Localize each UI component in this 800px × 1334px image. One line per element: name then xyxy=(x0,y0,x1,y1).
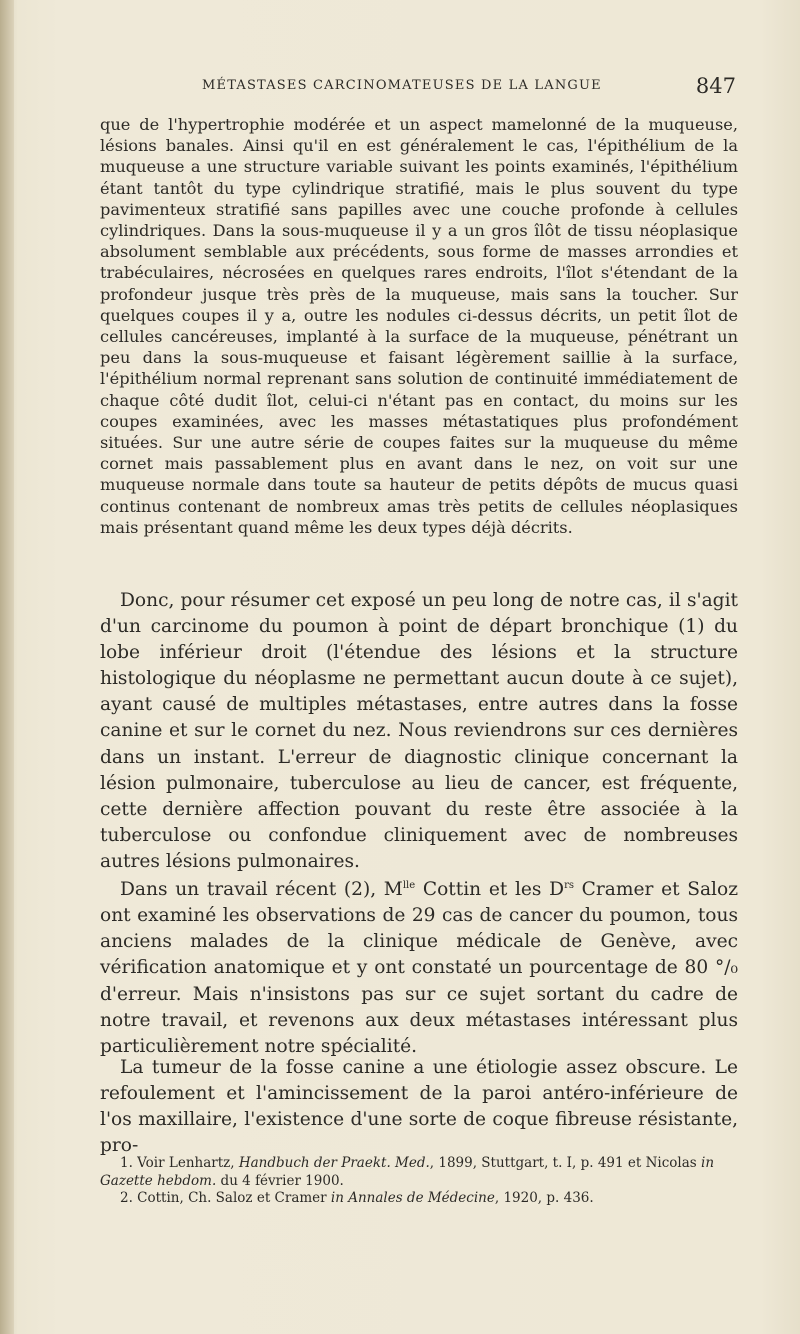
page-number: 847 xyxy=(695,74,736,98)
footnote-1 xyxy=(100,1154,740,1190)
footnote-1-text-b: , 1899, Stuttgart, t. I, p. 491 et Nicolas xyxy=(429,1155,701,1171)
recent-work-text-a: Dans un travail récent (2), M xyxy=(120,879,403,901)
running-title: MÉTASTASES CARCINOMATEUSES DE LA LANGUE xyxy=(202,78,602,93)
recent-work-paragraph xyxy=(100,873,738,1060)
footnote-2-journal: in Annales de Médecine xyxy=(330,1190,495,1206)
footnote-1-title: Handbuch der Praekt. Med. xyxy=(238,1155,430,1171)
footnote-2-text-a: 2. Cottin, Ch. Saloz et Cramer xyxy=(120,1190,331,1206)
recent-work-sup-mlle: lle xyxy=(402,880,416,891)
continuation-paragraph: que de l'hypertrophie modérée et un aspect mamelonné de la muqueuse, lésions banales. Ainsi qu'il en est généralement le cas, l'épithélium de la muqueuse a une structure variable suivant les points examinés, l'épithélium étant tantôt du type cylindrique stratifié, mais le plus souvent du type pavimenteux stratifié sans papilles avec une couche profonde à cellules cylindriques. Dans la sous-muqueuse il y a un gros îlôt de tissu néoplasique absolument semblable aux précédents, sous forme de masses arrondies et trabéculaires, nécrosées en quelques rares endroits, l'îlot s'étendant de la profondeur jusque très près de la muqueuse, mais sans la toucher. Sur quelques coupes il y a, outre les nodules ci-dessus décrits, un petit îlot de cellules cancéreuses, implanté à la surface de la muqueuse, pénétrant un peu dans la sous-muqueuse et faisant légèrement saillie à la surface, l'épithélium normal reprenant sans solution de continuité immédiatement de chaque côté dudit îlot, celui-ci n'étant pas en contact, du moins sur les coupes examinées, avec les masses métastatiques plus profondément situées. Sur une autre série de coupes faites sur la muqueuse du même cornet mais passablement plus en avant dans le nez, on voit sur une muqueuse normale dans toute sa hauteur de petits dépôts de mucus quasi continus contenant de nombreux amas très petits de cellules néoplasiques mais présentant quand même les deux types déjà décrits. xyxy=(100,115,738,537)
footnote-2-text-b: , 1920, p. 436. xyxy=(494,1190,594,1206)
footnote-1-text-c: du 4 février 1900. xyxy=(216,1173,344,1189)
tumor-paragraph: La tumeur de la fosse canine a une étiologie assez obscure. Le refoulement et l'amincissement de la paroi antéro-inférieure de l'os maxillaire, l'existence d'une sorte de coque fibreuse résistante, pro- xyxy=(100,1057,738,1157)
page-header xyxy=(98,76,738,100)
footnote-2 xyxy=(100,1189,740,1207)
summary-paragraph: Donc, pour résumer cet exposé un peu long de notre cas, il s'agit d'un carcinome du poumon à point de départ bronchique (1) du lobe inférieur droit (l'étendue des lésions et la structure histologique du néoplasme ne permettant aucun doute à ce sujet), ayant causé de multiples métastases, entre autres dans la fosse canine et sur le cornet du nez. Nous reviendrons sur ces dernières dans un instant. L'erreur de diagnostic clinique concernant la lésion pulmonaire, tuberculose au lieu de cancer, est fréquente, cette dernière affection pouvant du reste être associée à la tuberculose ou confondue cliniquement avec de nombreuses autres lésions pulmonaires. xyxy=(100,590,738,872)
recent-work-sup-drs: rs xyxy=(564,880,574,891)
footnote-1-text-a: 1. Voir Lenhartz, xyxy=(120,1155,239,1171)
recent-work-text-b: Cottin et les D xyxy=(415,879,565,901)
footnote-1-journal: in Gazette hebdom. xyxy=(100,1155,715,1189)
page-binding-edge xyxy=(0,0,14,1334)
recent-work-text-c: Cramer et Saloz ont examiné les observations de 29 cas de cancer du poumon, tous anciens malades de la clinique médicale de Genève, avec vérification anatomique et y ont constaté un pourcentage de 80 °/₀ d'erreur. Mais n'insistons pas sur ce sujet sortant du cadre de notre travail, et revenons aux deux métastases intéressant plus particulièrement notre spécialité. xyxy=(100,879,738,1057)
